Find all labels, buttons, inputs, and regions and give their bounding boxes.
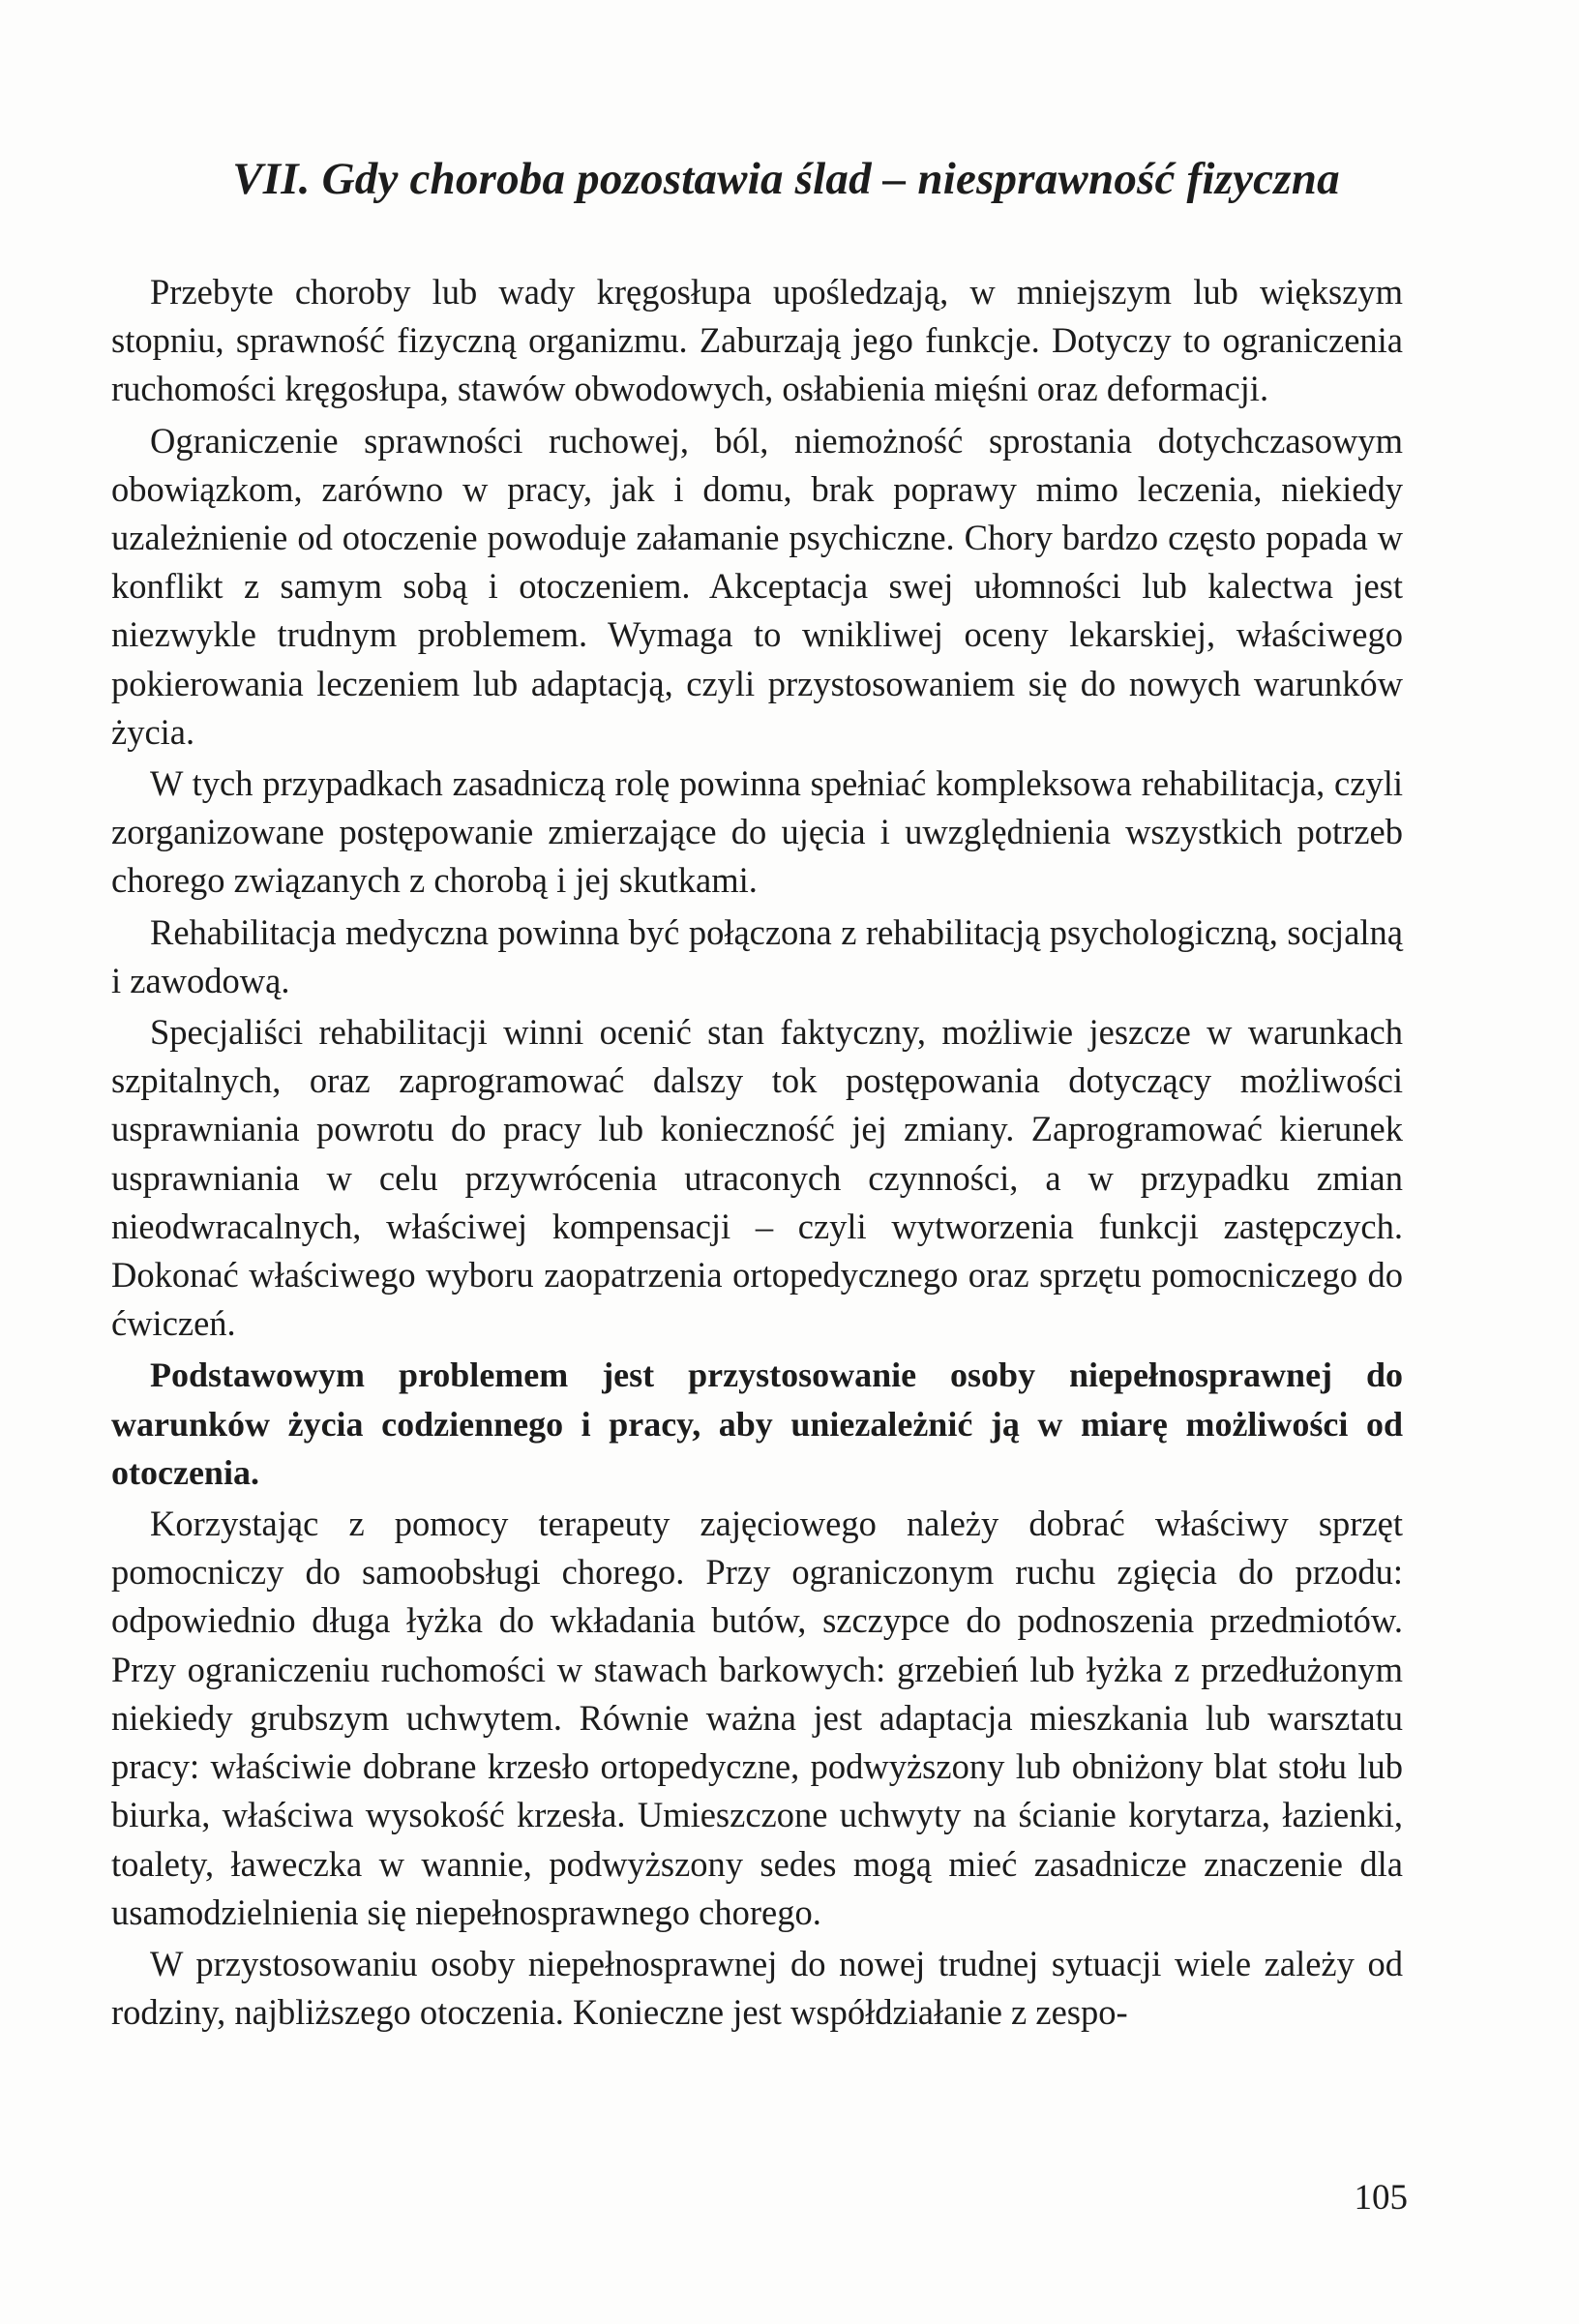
paragraph: Przebyte choroby lub wady kręgosłupa upośledzają, w mniejszym lub większym stopniu, sprawność fizyczną organizmu. Zaburzają jego funkcje. Dotyczy to ograniczenia ruchomości kręgosłupa, stawów obwodowych, osłabienia mięśni oraz deformacji. — [111, 272, 1403, 409]
paragraph: Ograniczenie sprawności ruchowej, ból, niemożność sprostania dotychczasowym obowiązkom, zarówno w pracy, jak i domu, brak poprawy mimo leczenia, niekiedy uzależnienie od otoczenie powoduje załamanie psychiczne. Chory bardzo często popada w konflikt z samym sobą i otoczeniem. Akceptacja swej ułomności lub kalectwa jest niezwykle trudnym problemem. Wymaga to wnikliwej oceny lekarskiej, właściwego pokierowania leczeniem lub adaptacją, czyli przystosowaniem się do nowych warunków życia. — [111, 420, 1403, 752]
page-content — [111, 150, 1403, 2040]
page-number: 105 — [1354, 2178, 1408, 2218]
chapter-title: VII. Gdy choroba pozostawia ślad – niesprawność fizyczna — [232, 154, 1340, 204]
paragraph: Korzystając z pomocy terapeuty zajęciowego należy dobrać właściwy sprzęt pomocniczy do samoobsługi chorego. Przy ograniczonym ruchu zgięcia do przodu: odpowiednio długa łyżka do wkładania butów, szczypce do podnoszenia przedmiotów. Przy ograniczeniu ruchomości w stawach barkowych: grzebień lub łyżka z przedłużonym niekiedy grubszym uchwytem. Równie ważna jest adaptacja mieszkania lub warsztatu pracy: właściwie dobrane krzesło ortopedyczne, podwyższony lub obniżony blat stołu lub biurka, właściwa wysokość krzesła. Umieszczone uchwyty na ścianie korytarza, łazienki, toalety, ławeczka w wannie, podwyższony sedes mogą mieć zasadnicze znaczenie dla usamodzielnienia się niepełnosprawnego chorego. — [111, 1504, 1403, 1932]
paragraph: W przystosowaniu osoby niepełnosprawnej do nowej trudnej sytuacji wiele zależy od rodziny, najbliższego otoczenia. Konieczne jest współdziałanie z zespo- — [111, 1943, 1403, 2033]
bold-paragraph: Podstawowym problemem jest przystosowanie osoby niepełnosprawnej do warunków życia codziennego i pracy, aby uniezależnić ją w miarę możliwości od otoczenia. — [111, 1356, 1403, 1492]
paragraph: W tych przypadkach zasadniczą rolę powinna spełniać kompleksowa rehabilitacja, czyli zorganizowane postępowanie zmierzające do ujęcia i uwzględnienia wszystkich potrzeb chorego związanych z chorobą i jej skutkami. — [111, 763, 1403, 901]
paragraph: Rehabilitacja medyczna powinna być połączona z rehabilitacją psychologiczną, socjalną i zawodową. — [111, 911, 1403, 1000]
paragraph: Specjaliści rehabilitacji winni ocenić stan faktyczny, możliwie jeszcze w warunkach szpitalnych, oraz zaprogramować dalszy tok postępowania dotyczący możliwości usprawniania powrotu do pracy lub konieczność jej zmiany. Zaprogramować kierunek usprawniania w celu przywrócenia utraconych czynności, a w przypadku zmian nieodwracalnych, właściwej kompensacji – czyli wytworzenia funkcji zastępczych. Dokonać właściwego wyboru zaopatrzenia ortopedycznego oraz sprzętu pomocniczego do ćwiczeń. — [111, 1012, 1403, 1344]
